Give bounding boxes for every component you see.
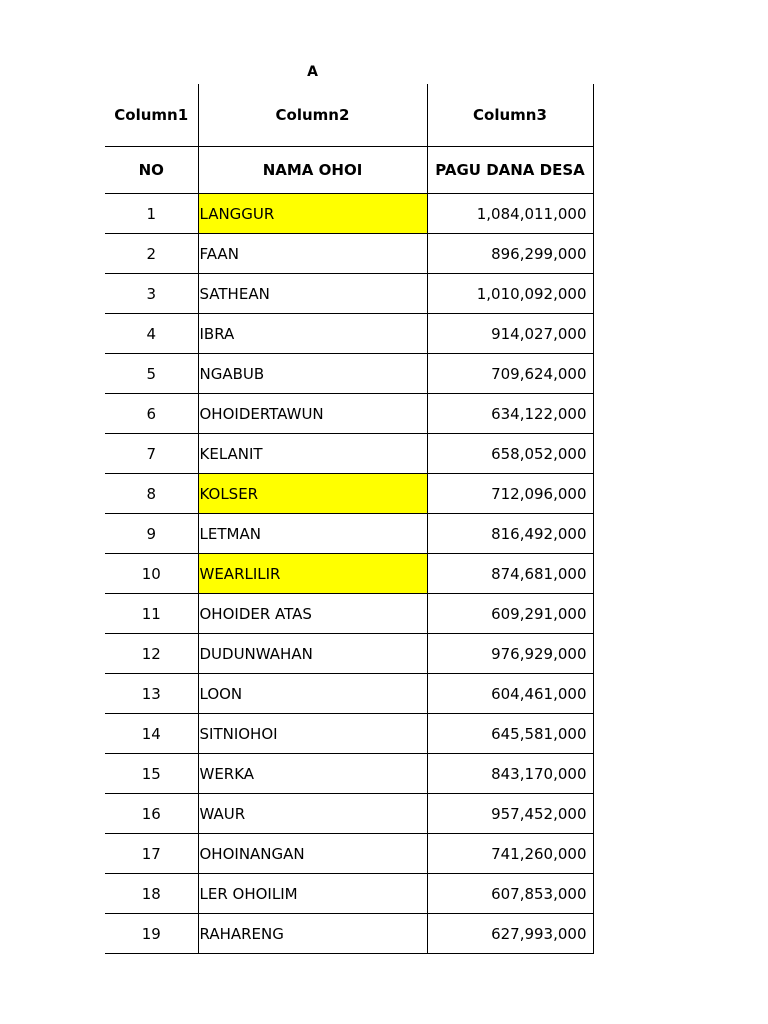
row-number-cell[interactable]: 1 (105, 194, 198, 234)
row-number-cell[interactable]: 11 (105, 594, 198, 634)
ohoi-name-cell[interactable]: DUDUNWAHAN (198, 634, 427, 674)
ohoi-name-cell[interactable]: OHOIDER ATAS (198, 594, 427, 634)
pagu-value-cell[interactable]: 658,052,000 (427, 434, 593, 474)
ohoi-name-cell[interactable]: WEARLILIR (198, 554, 427, 594)
ohoi-name-cell[interactable]: OHOINANGAN (198, 834, 427, 874)
pagu-value-cell[interactable]: 976,929,000 (427, 634, 593, 674)
table-row (105, 794, 593, 834)
table-row (105, 314, 593, 354)
ohoi-name-cell[interactable]: IBRA (198, 314, 427, 354)
row-number-cell[interactable]: 15 (105, 754, 198, 794)
pagu-value-cell[interactable]: 607,853,000 (427, 874, 593, 914)
ohoi-name-cell[interactable]: NGABUB (198, 354, 427, 394)
table-row (105, 874, 593, 914)
row-number-cell[interactable]: 2 (105, 234, 198, 274)
pagu-value-cell[interactable]: 1,010,092,000 (427, 274, 593, 314)
table-row (105, 674, 593, 714)
table-row (105, 474, 593, 514)
row-number-cell[interactable]: 13 (105, 674, 198, 714)
row-number-cell[interactable]: 16 (105, 794, 198, 834)
header-pagu-dana-desa: PAGU DANA DESA (427, 147, 593, 194)
row-number-cell[interactable]: 4 (105, 314, 198, 354)
table-row (105, 514, 593, 554)
table-row (105, 834, 593, 874)
table-row (105, 754, 593, 794)
pagu-value-cell[interactable]: 914,027,000 (427, 314, 593, 354)
village-fund-table (105, 84, 594, 954)
ohoi-name-cell[interactable]: KOLSER (198, 474, 427, 514)
pagu-value-cell[interactable]: 627,993,000 (427, 914, 593, 954)
row-number-cell[interactable]: 3 (105, 274, 198, 314)
column-name-3: Column3 (427, 84, 593, 147)
ohoi-name-cell[interactable]: LOON (198, 674, 427, 714)
row-number-cell[interactable]: 7 (105, 434, 198, 474)
row-number-cell[interactable]: 8 (105, 474, 198, 514)
pagu-value-cell[interactable]: 604,461,000 (427, 674, 593, 714)
pagu-value-cell[interactable]: 896,299,000 (427, 234, 593, 274)
header-row (105, 147, 593, 194)
column-name-row (105, 84, 593, 147)
row-number-cell[interactable]: 19 (105, 914, 198, 954)
pagu-value-cell[interactable]: 741,260,000 (427, 834, 593, 874)
ohoi-name-cell[interactable]: LETMAN (198, 514, 427, 554)
pagu-value-cell[interactable]: 634,122,000 (427, 394, 593, 434)
column-name-2: Column2 (198, 84, 427, 147)
pagu-value-cell[interactable]: 1,084,011,000 (427, 194, 593, 234)
pagu-value-cell[interactable]: 609,291,000 (427, 594, 593, 634)
ohoi-name-cell[interactable]: FAAN (198, 234, 427, 274)
table-row (105, 914, 593, 954)
pagu-value-cell[interactable]: 816,492,000 (427, 514, 593, 554)
table-row (105, 354, 593, 394)
row-number-cell[interactable]: 9 (105, 514, 198, 554)
ohoi-name-cell[interactable]: WERKA (198, 754, 427, 794)
table-row (105, 714, 593, 754)
ohoi-name-cell[interactable]: RAHARENG (198, 914, 427, 954)
table-row (105, 594, 593, 634)
pagu-value-cell[interactable]: 645,581,000 (427, 714, 593, 754)
pagu-value-cell[interactable]: 874,681,000 (427, 554, 593, 594)
pagu-value-cell[interactable]: 709,624,000 (427, 354, 593, 394)
header-nama-ohoi: NAMA OHOI (198, 147, 427, 194)
table-row (105, 274, 593, 314)
table-row (105, 554, 593, 594)
ohoi-name-cell[interactable]: OHOIDERTAWUN (198, 394, 427, 434)
ohoi-name-cell[interactable]: LER OHOILIM (198, 874, 427, 914)
row-number-cell[interactable]: 17 (105, 834, 198, 874)
row-number-cell[interactable]: 12 (105, 634, 198, 674)
row-number-cell[interactable]: 10 (105, 554, 198, 594)
column-name-1: Column1 (105, 84, 198, 147)
pagu-value-cell[interactable]: 843,170,000 (427, 754, 593, 794)
table-row (105, 394, 593, 434)
ohoi-name-cell[interactable]: KELANIT (198, 434, 427, 474)
ohoi-name-cell[interactable]: SITNIOHOI (198, 714, 427, 754)
sheet-title-letter: A (307, 64, 318, 80)
ohoi-name-cell[interactable]: SATHEAN (198, 274, 427, 314)
row-number-cell[interactable]: 6 (105, 394, 198, 434)
table-row (105, 234, 593, 274)
table-row (105, 634, 593, 674)
header-no: NO (105, 147, 198, 194)
ohoi-name-cell[interactable]: LANGGUR (198, 194, 427, 234)
ohoi-name-cell[interactable]: WAUR (198, 794, 427, 834)
row-number-cell[interactable]: 18 (105, 874, 198, 914)
table-row (105, 194, 593, 234)
row-number-cell[interactable]: 5 (105, 354, 198, 394)
pagu-value-cell[interactable]: 957,452,000 (427, 794, 593, 834)
table-row (105, 434, 593, 474)
pagu-value-cell[interactable]: 712,096,000 (427, 474, 593, 514)
table-body (105, 194, 593, 954)
row-number-cell[interactable]: 14 (105, 714, 198, 754)
